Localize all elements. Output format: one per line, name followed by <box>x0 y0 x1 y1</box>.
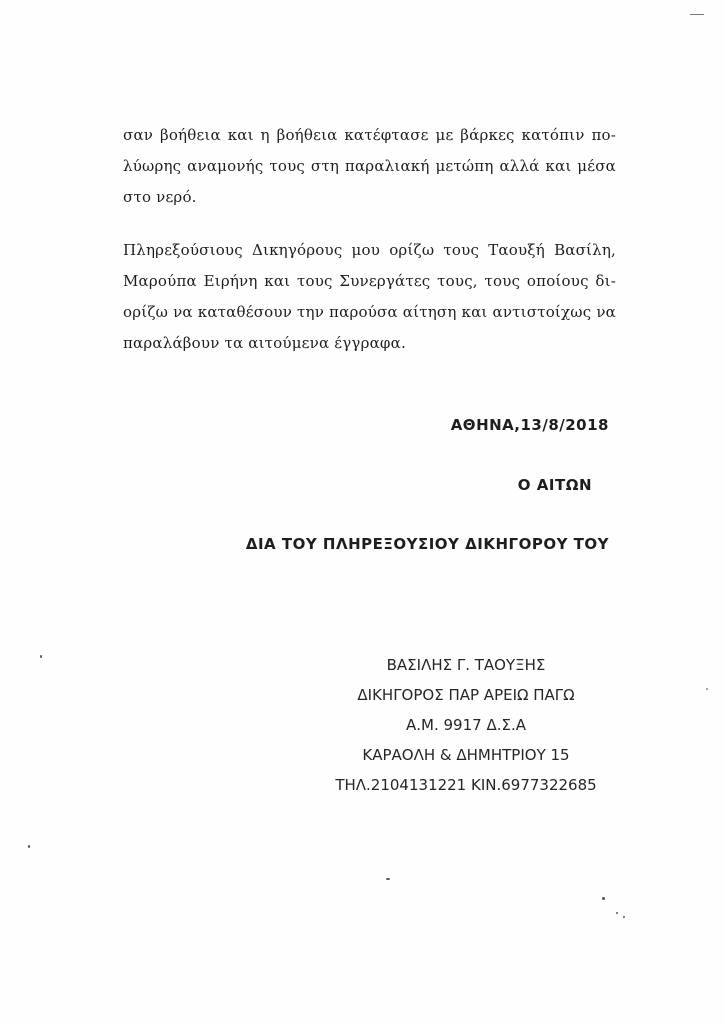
paragraph-1-line-2: λύωρης αναμονής τους στη παραλιακή μετώπη αλλά και μέσα <box>123 157 616 175</box>
scan-speck <box>623 916 625 918</box>
scan-speck <box>616 912 618 914</box>
paragraph-1 <box>123 120 616 213</box>
place-and-date: ΑΘΗΝΑ,13/8/2018 <box>450 416 609 434</box>
scan-speck <box>706 688 708 690</box>
scan-speck <box>602 897 605 900</box>
signature-registration: Α.Μ. 9917 Δ.Σ.Α <box>406 716 526 734</box>
scan-speck <box>28 845 30 848</box>
by-attorney-heading: ΔΙΑ ΤΟΥ ΠΛΗΡΕΞΟΥΣΙΟΥ ΔΙΚΗΓΟΡΟΥ ΤΟΥ <box>245 535 609 553</box>
scan-speck <box>386 878 390 880</box>
paragraph-2-line-1: Πληρεξούσιους Δικηγόρους μου ορίζω τους Ταουξή Βασίλη, <box>123 241 616 259</box>
signature-name: ΒΑΣΙΛΗΣ Γ. ΤΑΟΥΞΗΣ <box>386 656 546 674</box>
paragraph-2 <box>123 235 616 359</box>
paragraph-2-line-4: παραλάβουν τα αιτούμενα έγγραφα. <box>123 334 406 352</box>
signature-phones: ΤΗΛ.2104131221 ΚΙΝ.6977322685 <box>335 776 597 794</box>
applicant-heading: Ο ΑΙΤΩΝ <box>517 476 592 494</box>
paragraph-1-line-1: σαν βοήθεια και η βοήθεια κατέφτασε με βάρκες κατόπιν πο- <box>123 126 616 144</box>
scan-speck <box>690 14 704 15</box>
signature-address: ΚΑΡΑΟΛΗ & ΔΗΜΗΤΡΙΟΥ 15 <box>362 746 570 764</box>
paragraph-2-line-3: ορίζω να καταθέσουν την παρούσα αίτηση και αντιστοίχως να <box>123 303 616 321</box>
paragraph-2-line-2: Μαρούπα Ειρήνη και τους Συνεργάτες τους, τους οποίους δι- <box>123 272 616 290</box>
scan-speck <box>40 655 42 658</box>
signature-block <box>316 650 616 800</box>
paragraph-1-line-3: στο νερό. <box>123 188 197 206</box>
signature-title: ΔΙΚΗΓΟΡΟΣ ΠΑΡ ΑΡΕΙΩ ΠΑΓΩ <box>357 686 575 704</box>
